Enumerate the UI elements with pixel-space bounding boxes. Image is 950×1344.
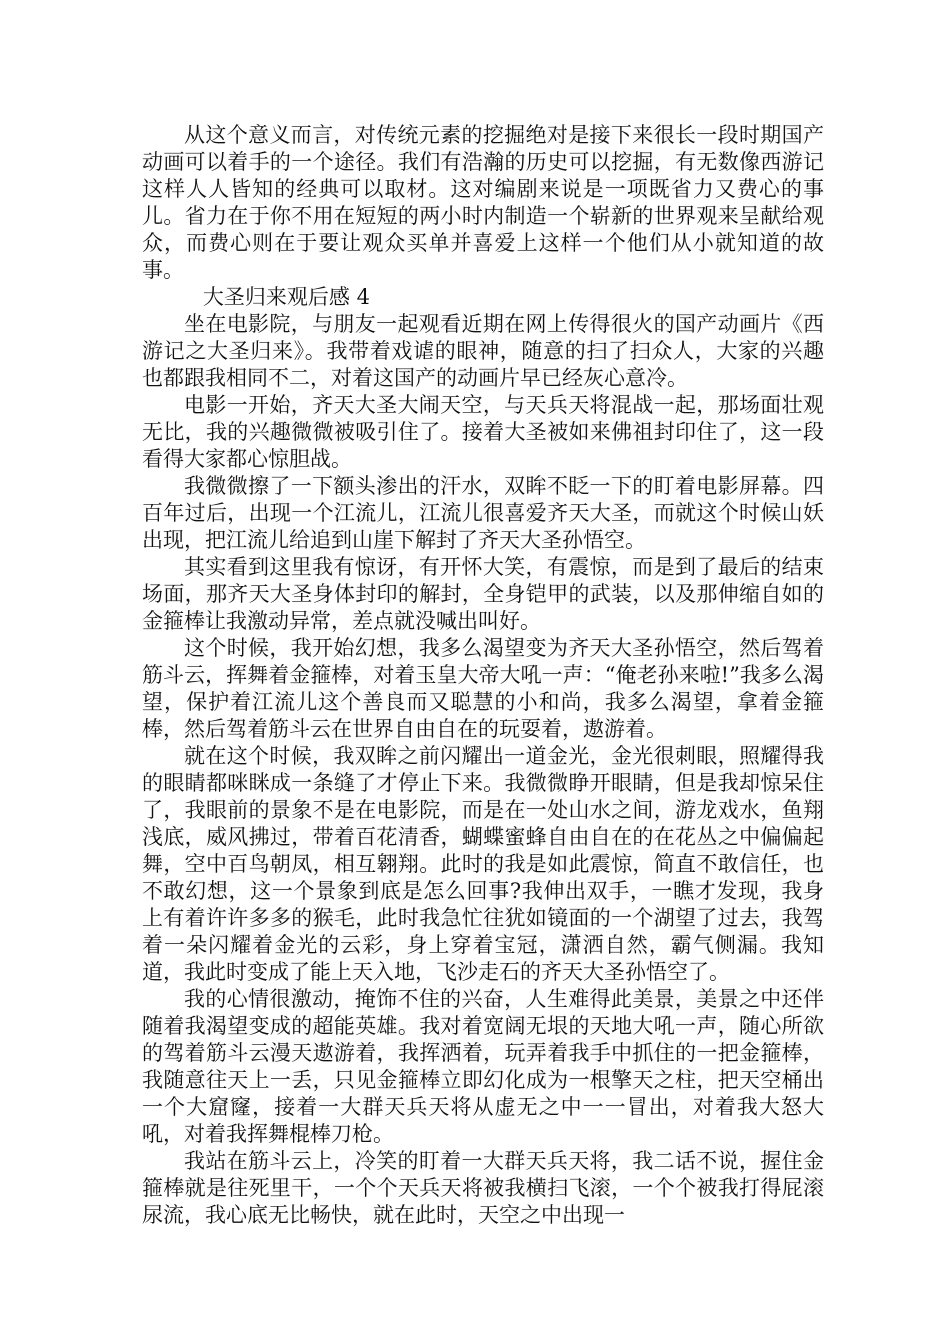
- section-title: 大圣归来观后感 4: [202, 285, 370, 309]
- document-page: [142, 122, 824, 1229]
- body-paragraph-7: 我的心情很激动，掩饰不住的兴奋，人生难得此美景，美景之中还伴随着我渴望变成的超能英雄。我对着宽阔无垠的天地大吼一声，随心所欲的驾着筋斗云漫天遨游着，我挥洒着，玩弄着我手中抓住的一把金箍棒，我随意往天上一丢，只见金箍棒立即幻化成为一根擎天之柱，把天空桶出一个大窟窿，接着一大群天兵天将从虚无之中一一冒出，对着我大怒大吼，对着我挥舞棍棒刀枪。: [142, 987, 824, 1146]
- body-paragraph-1: 坐在电影院，与朋友一起观看近期在网上传得很火的国产动画片《西游记之大圣归来》。我带着戏谑的眼神，随意的扫了扫众人，大家的兴趣也都跟我相同不二，对着这国产的动画片早已经灰心意冷。: [142, 312, 824, 390]
- body-paragraph-8: 我站在筋斗云上，冷笑的盯着一大群天兵天将，我二话不说，握住金箍棒就是往死里干，一个个天兵天将被我横扫飞滚，一个个被我打得屁滚尿流，我心底无比畅快，就在此时，天空之中出现一: [142, 1149, 824, 1227]
- body-paragraph-2: 电影一开始，齐天大圣大闹天空，与天兵天将混战一起，那场面壮观无比，我的兴趣微微被吸引住了。接着大圣被如来佛祖封印住了，这一段看得大家都心惊胆战。: [142, 393, 824, 471]
- body-paragraph-5: 这个时候，我开始幻想，我多么渴望变为齐天大圣孙悟空，然后驾着筋斗云，挥舞着金箍棒，对着玉皇大帝大吼一声：“俺老孙来啦!”我多么渴望，保护着江流儿这个善良而又聪慧的小和尚，我多么渴望，拿着金箍棒，然后驾着筋斗云在世界自由自在的玩耍着，遨游着。: [142, 636, 824, 741]
- body-paragraph-4: 其实看到这里我有惊讶，有开怀大笑，有震惊，而是到了最后的结束场面，那齐天大圣身体封印的解封，全身铠甲的武装，以及那伸缩自如的金箍棒让我激动异常，差点就没喊出叫好。: [142, 555, 824, 633]
- intro-paragraph: 从这个意义而言，对传统元素的挖掘绝对是接下来很长一段时期国产动画可以着手的一个途径。我们有浩瀚的历史可以挖掘，有无数像西游记这样人人皆知的经典可以取材。这对编剧来说是一项既省力又费心的事儿。省力在于你不用在短短的两小时内制造一个崭新的世界观来呈献给观众，而费心则在于要让观众买单并喜爱上这样一个他们从小就知道的故事。: [142, 123, 824, 282]
- body-paragraph-3: 我微微擦了一下额头渗出的汗水，双眸不眨一下的盯着电影屏幕。四百年过后，出现一个江流儿，江流儿很喜爱齐天大圣，而就这个时候山妖出现，把江流儿给追到山崖下解封了齐天大圣孙悟空。: [142, 474, 824, 552]
- body-paragraph-6: 就在这个时候，我双眸之前闪耀出一道金光，金光很刺眼，照耀得我的眼睛都咪眯成一条缝了才停止下来。我微微睁开眼睛，但是我却惊呆住了，我眼前的景象不是在电影院，而是在一处山水之间，游龙戏水，鱼翔浅底，威风拂过，带着百花清香，蝴蝶蜜蜂自由自在的在花丛之中偏偏起舞，空中百鸟朝凤，相互翱翔。此时的我是如此震惊，简直不敢信任，也不敢幻想，这一个景象到底是怎么回事?我伸出双手，一瞧才发现，我身上有着许许多多的猴毛，此时我急忙往犹如镜面的一个湖望了过去，我驾着一朵闪耀着金光的云彩，身上穿着宝冠，潇洒自然，霸气侧漏。我知道，我此时变成了能上天入地，飞沙走石的齐天大圣孙悟空了。: [142, 744, 824, 984]
